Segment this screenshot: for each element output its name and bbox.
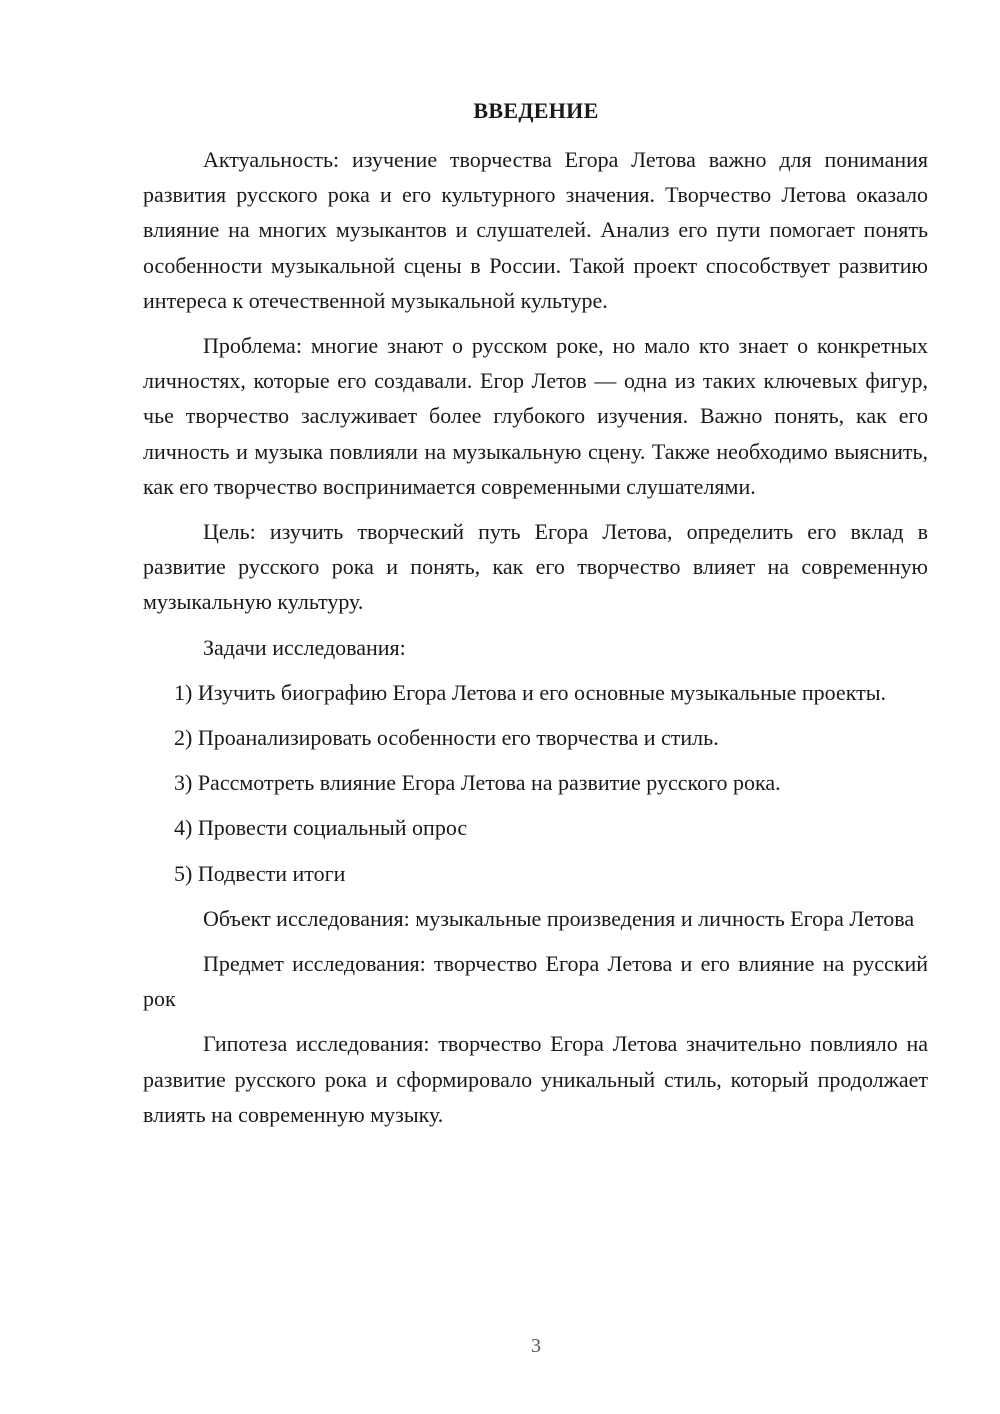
object-paragraph: Объект исследования: музыкальные произведения и личность Егора Летова [203, 905, 915, 931]
subject-paragraph: Предмет исследования: творчество Егора Летова и его влияние на русский рок [143, 951, 928, 1012]
relevance-paragraph: Актуальность: изучение творчества Егора Летова важно для понимания развития русского рока и его культурного значения. Творчество Летова оказало влияние на многих музыкантов и слушателей. Анализ его пути помогает понять особенности музыкальной сцены в России. Такой проект способствует развитию интереса к отечественной музыкальной культуре. [143, 147, 928, 313]
task-item-4: 4) Провести социальный опрос [174, 815, 468, 841]
problem-paragraph: Проблема: многие знают о русском роке, но мало кто знает о конкретных личностях, которые его создавали. Егор Летов — одна из таких ключевых фигур, чье творчество заслуживает более глубокого изучения. Важно понять, как его личность и музыка повлияли на музыкальную сцену. Также необходимо выяснить, как его творчество воспринимается современными слушателями. [143, 333, 928, 499]
task-item-3: 3) Рассмотреть влияние Егора Летова на развитие русского рока. [174, 770, 781, 796]
task-item-5: 5) Подвести итоги [174, 860, 346, 886]
document-body [143, 142, 928, 1142]
task-item-1: 1) Изучить биографию Егора Летова и его основные музыкальные проекты. [174, 679, 886, 705]
hypothesis-paragraph: Гипотеза исследования: творчество Егора Летова значительно повлияло на развитие русского рока и сформировало уникальный стиль, который продолжает влиять на современную музыку. [143, 1031, 928, 1127]
page-number: 3 [531, 1335, 541, 1357]
goal-paragraph: Цель: изучить творческий путь Егора Летова, определить его вклад в развитие русского рока и понять, как его творчество влияет на современную музыкальную культуру. [143, 519, 928, 615]
tasks-heading: Задачи исследования: [203, 634, 406, 660]
page-title: ВВЕДЕНИЕ [473, 98, 599, 123]
task-item-2: 2) Проанализировать особенности его творчества и стиль. [174, 725, 719, 751]
